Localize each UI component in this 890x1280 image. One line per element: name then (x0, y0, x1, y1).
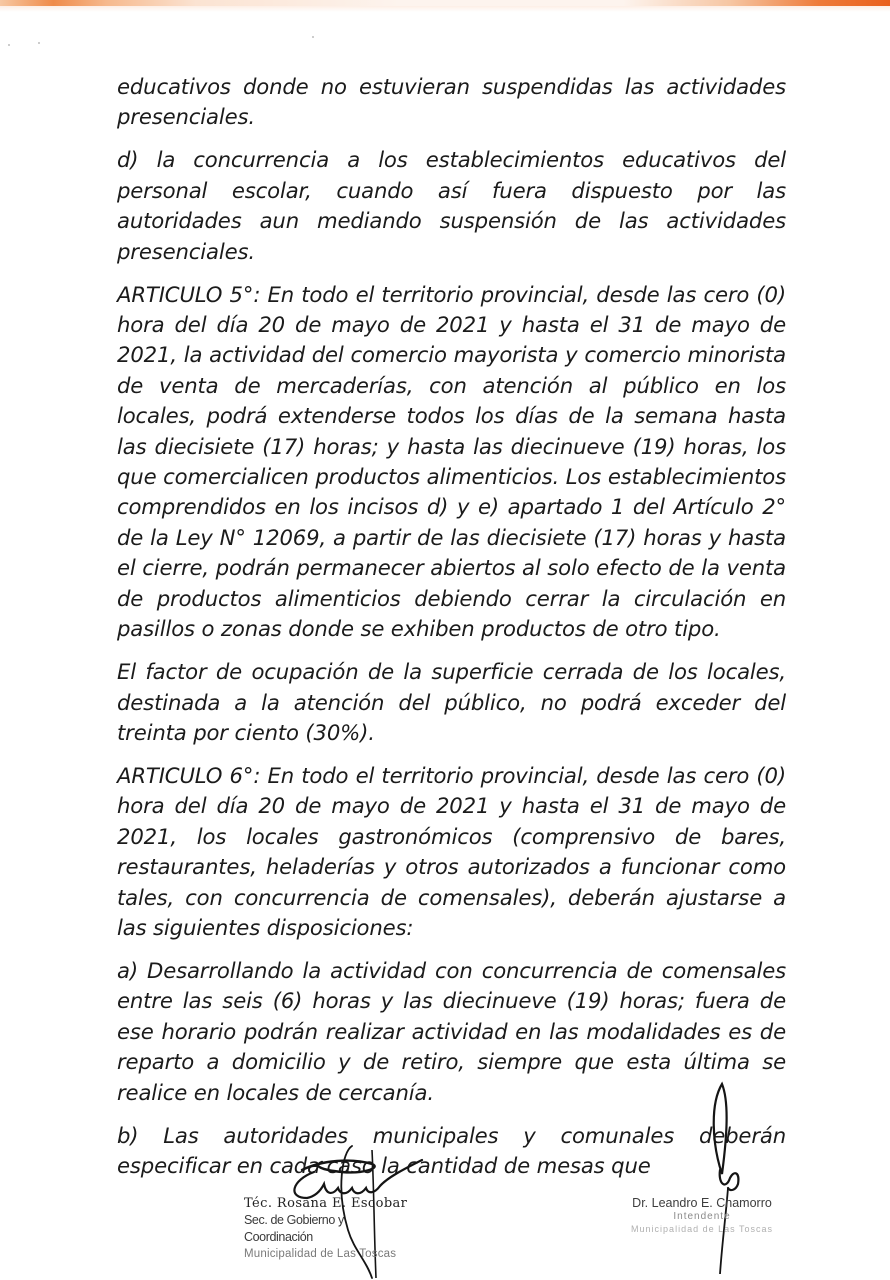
signatory-name-left: Téc. Rosana E. Escobar (244, 1196, 408, 1211)
paragraph-inciso-b: b) Las autoridades municipales y comunales deberán especificar en cada caso la cantidad de mesas que (117, 1122, 786, 1178)
paragraph-educativos: educativos donde no estuvieran suspendidas las actividades presenciales. (117, 74, 786, 130)
paragraph-factor-ocupacion: El factor de ocupación de la superficie cerrada de los locales, destinada a la atención del público, no podrá exceder del treinta por ciento (30%). (117, 659, 786, 745)
scan-speck (312, 36, 314, 38)
scan-speck (8, 44, 10, 46)
signatory-org-left: Municipalidad de Las Toscas (244, 1248, 397, 1260)
signatory-name-right: Dr. Leandro E. Chamorro (632, 1196, 772, 1210)
paragraph-inciso-d: d) la concurrencia a los establecimientos educativos del personal escolar, cuando así fuera dispuesto por las autoridades aun mediando suspensión de las actividades presenciales. (117, 147, 786, 264)
paragraph-articulo-5: ARTICULO 5°: En todo el territorio provincial, desde las cero (0) hora del día 20 de mayo de 2021 y hasta el 31 de mayo de 2021, la actividad del comercio mayorista y comercio minorista de venta de mercaderías, con atención al público en los locales, podrá extenderse todos los días de la semana hasta las diecisiete (17) horas; y hasta las diecinueve (19) horas, los que comercialicen productos alimenticios. Los establecimientos comprendidos en los incisos d) y e) apartado 1 del Artículo 2° de la Ley N° 12069, a partir de las diecisiete (17) horas y hasta el cierre, podrán permanecer abiertos al solo efecto de la venta de productos alimenticios debiendo cerrar la circulación en pasillos o zonas donde se exhiben productos de otro tipo. (117, 281, 786, 642)
scan-speck (38, 42, 40, 44)
paragraph-inciso-a: a) Desarrollando la actividad con concurrencia de comensales entre las seis (6) horas y las diecinueve (19) horas; fuera de ese horario podrán realizar actividad en las modalidades es de reparto a domicilio y de retiro, siempre que esta última se realice en locales de cercanía. (117, 957, 786, 1105)
signature-block-left (244, 1196, 414, 1263)
signature-block-right (612, 1196, 792, 1235)
signatory-org-right: Municipalidad de Las Toscas (631, 1224, 773, 1234)
scan-edge-artifact (0, 0, 890, 6)
signatory-title-right: Intendente (673, 1211, 731, 1222)
document-body (117, 72, 786, 1194)
paragraph-articulo-6: ARTICULO 6°: En todo el territorio provincial, desde las cero (0) hora del día 20 de mayo de 2021 y hasta el 31 de mayo de 2021, los locales gastronómicos (comprensivo de bares, restaurantes, heladerías y otros autorizados a funcionar como tales, con concurrencia de comensales), deberán ajustarse a las siguientes disposiciones: (117, 762, 786, 940)
signatory-title-left: Sec. de Gobierno y Coordinación (244, 1213, 344, 1244)
